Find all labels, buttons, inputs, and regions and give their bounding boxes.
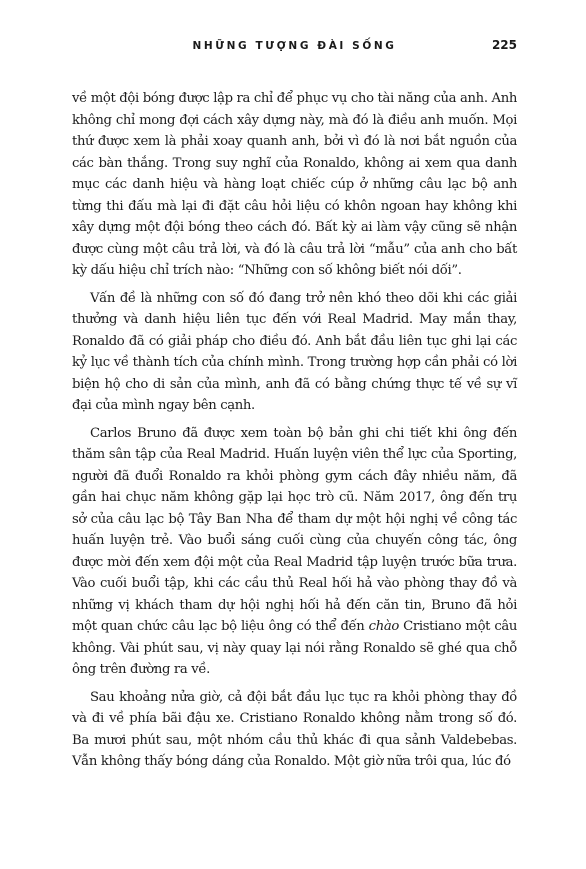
paragraph-4: Sau khoảng nửa giờ, cả đội bắt đầu lục tục ra khỏi phòng thay đồ và đi về phía bãi đậu xe. Cristiano Ronaldo không nằm trong số đó. Ba mươi phút sau, một nhóm cầu thủ khác đi qua sảnh Valdebebas. Vẫn không thấy bóng dáng của Ronaldo. Một giờ nữa trôi qua, lúc đó bbox=[72, 689, 517, 769]
paragraph-2: Vấn đề là những con số đó đang trở nên khó theo dõi khi các giải thưởng và danh hiệu liên tục đến với Real Madrid. May mắn thay, Ronaldo đã có giải pháp cho điều đó. Anh bắt đầu liên tục ghi lại các kỷ lục về thành tích của chính mình. Trong trường hợp cần phải có lời biện hộ cho di sản của mình, anh đã có bằng chứng thực tế về sự vĩ đại của mình ngay bên cạnh. bbox=[72, 290, 517, 413]
running-header bbox=[72, 38, 517, 58]
paragraph-3 bbox=[72, 423, 517, 681]
page-number: 225 bbox=[491, 38, 517, 52]
paragraph-3-text-end: Cristiano một câu không. Vài phút sau, vị này quay lại nói rằng Ronaldo sẽ ghé qua chỗ ông trên đường ra về. bbox=[72, 619, 518, 677]
paragraph-1: về một đội bóng được lập ra chỉ để phục vụ cho tài năng của anh. Anh không chỉ mong đợi cách xây dựng này, mà đó là điều anh muốn. Mọi thứ được xem là phải xoay quanh anh, bởi vì đó là nơi bắt nguồn của các bàn thắng. Trong suy nghĩ của Ronaldo, không ai xem qua danh mục các danh hiệu và hàng loạt chiếc cúp ở những câu lạc bộ anh từng thi đấu mà lại đi đặt câu hỏi liệu có khôn ngoan hay không khi xây dựng một đội bóng theo cách đó. Bất kỳ ai làm vậy cũng sẽ nhận được cùng một câu trả lời, và đó là câu trả lời “mẫu” của anh cho bất kỳ dấu hiệu chỉ trích nào: “Những con số không biết nói dối”. bbox=[72, 91, 517, 278]
paragraph-3-italic-word: chào bbox=[368, 619, 399, 634]
paragraph-3-text-start: Carlos Bruno đã được xem toàn bộ bản ghi chi tiết khi ông đến thăm sân tập của Real Madrid. Huấn luyện viên thể lực của Sporting, người đã đuổi Ronaldo ra khỏi phòng gym cách đây nhiều năm, đã gần hai chục năm không gặp lại học trò cũ. Năm 2017, ông đến trụ sở của câu lạc bộ Tây Ban Nha để tham dự một hội nghị về công tác huấn luyện trẻ. Vào buổi sáng cuối cùng của chuyến công tác, ông được mời đến xem đội một của Real Madrid tập luyện trước bữa trưa. Vào cuối buổi tập, khi các cầu thủ Real hối hả vào phòng thay đồ và những vị khách tham dự hội nghị hối hả đến căn tin, Bruno đã hỏi một quan chức câu lạc bộ liệu ông có thể đến bbox=[72, 425, 517, 634]
chapter-running-title: NHỮNG TƯỢNG ĐÀI SỐNG bbox=[192, 40, 397, 52]
body-text bbox=[72, 88, 517, 779]
